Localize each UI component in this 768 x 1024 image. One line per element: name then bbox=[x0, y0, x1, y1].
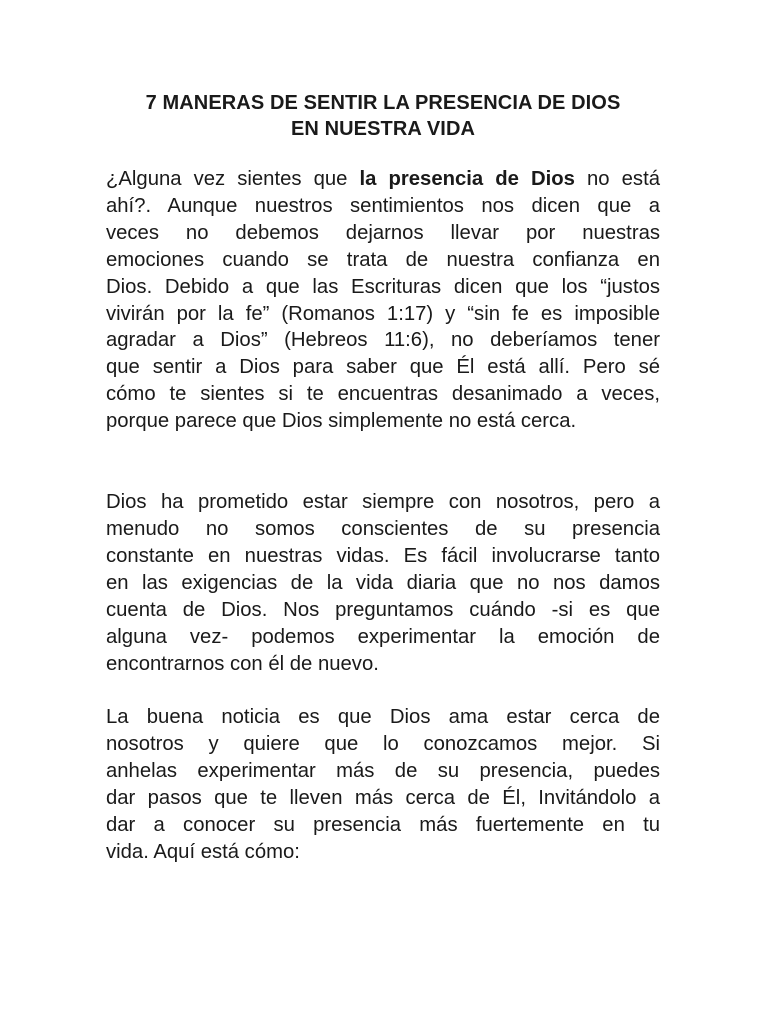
paragraph-line: menudo no somos conscientes de su presencia bbox=[106, 517, 660, 540]
paragraph-line: alguna vez- podemos experimentar la emoción de bbox=[106, 625, 660, 648]
title-line-1: 7 MANERAS DE SENTIR LA PRESENCIA DE DIOS bbox=[145, 92, 621, 114]
intro-tail: no está bbox=[574, 168, 660, 190]
intro-text: ¿Alguna vez sientes que bbox=[106, 168, 360, 190]
paragraph-line: agradar a Dios” (Hebreos 11:6), no deberíamos tener bbox=[106, 329, 660, 352]
paragraph-3 bbox=[106, 704, 660, 865]
paragraph-line: encontrarnos con él de nuevo. bbox=[106, 652, 379, 675]
paragraph-line: constante en nuestras vidas. Es fácil involucrarse tanto bbox=[106, 544, 660, 567]
paragraph-line: veces no debemos dejarnos llevar por nuestras bbox=[106, 221, 660, 244]
document-page bbox=[106, 90, 660, 866]
paragraph-line: porque parece que Dios simplemente no está cerca. bbox=[106, 410, 577, 433]
paragraph-line: cuenta de Dios. Nos preguntamos cuándo -si es que bbox=[106, 598, 660, 621]
paragraph-line: dar pasos que te lleven más cerca de Él, Invitándolo a bbox=[106, 787, 660, 810]
paragraph-line: vida. Aquí está cómo: bbox=[106, 840, 300, 863]
paragraph-line: Dios. Debido a que las Escrituras dicen que los “justos bbox=[106, 275, 660, 298]
paragraph-line: dar a conocer su presencia más fuertemente en tu bbox=[106, 814, 660, 837]
paragraph-line: La buena noticia es que Dios ama estar cerca de bbox=[106, 706, 660, 729]
document-title bbox=[106, 90, 660, 142]
paragraph-line: que sentir a Dios para saber que Él está allí. Pero sé bbox=[106, 356, 660, 379]
paragraph-line: nosotros y quiere que lo conozcamos mejor. Si bbox=[106, 733, 660, 756]
paragraph-2 bbox=[106, 489, 660, 677]
paragraph-line: anhelas experimentar más de su presencia, puedes bbox=[106, 760, 660, 783]
paragraph-line: emociones cuando se trata de nuestra confianza en bbox=[106, 248, 660, 271]
bold-phrase: la presencia de Dios bbox=[359, 168, 575, 190]
paragraph-line: Dios ha prometido estar siempre con nosotros, pero a bbox=[106, 491, 660, 514]
paragraph-line: en las exigencias de la vida diaria que no nos damos bbox=[106, 571, 660, 594]
title-line-2: EN NUESTRA VIDA bbox=[290, 118, 476, 140]
paragraph-1-line-1 bbox=[106, 166, 660, 193]
paragraph-line: ahí?. Aunque nuestros sentimientos nos dicen que a bbox=[106, 194, 660, 217]
paragraph-line: vivirán por la fe” (Romanos 1:17) y “sin fe es imposible bbox=[106, 302, 660, 325]
paragraph-line: cómo te sientes si te encuentras desanimado a veces, bbox=[106, 383, 660, 406]
paragraph-1 bbox=[106, 166, 660, 435]
